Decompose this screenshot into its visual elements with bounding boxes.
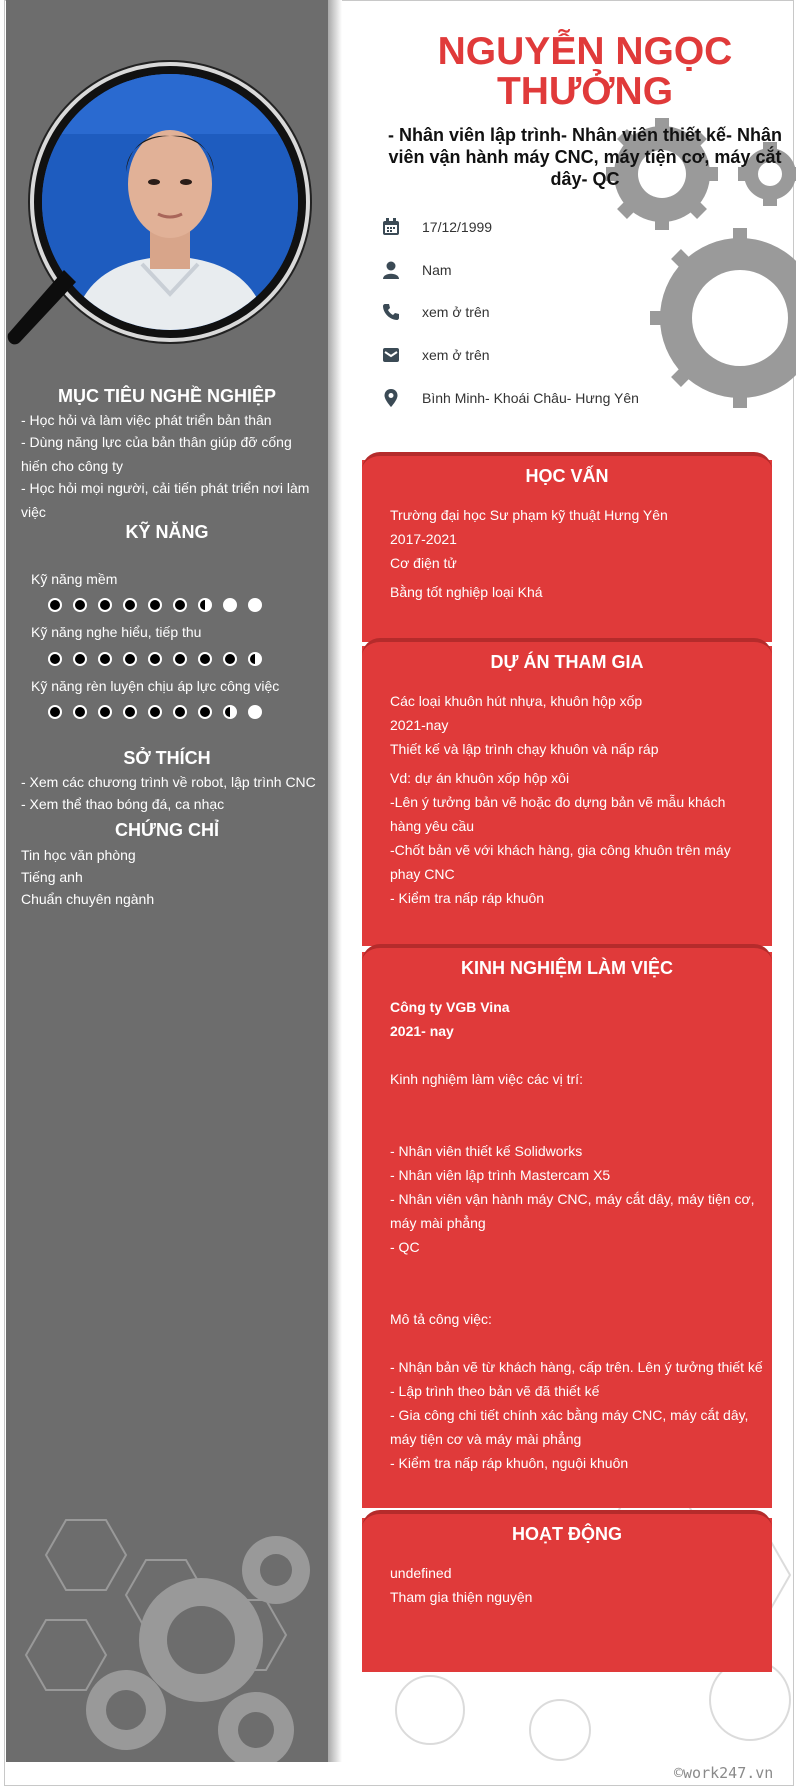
experience-intro: Kinh nghiệm làm việc các vị trí: <box>390 1071 583 1087</box>
full-name: NGUYỄN NGỌC THƯỞNG <box>437 30 733 113</box>
address-row <box>380 386 639 410</box>
user-icon <box>380 259 402 281</box>
rating-dot <box>123 705 137 719</box>
rating-dot <box>123 598 137 612</box>
rating-dot <box>48 705 62 719</box>
project-line: - Kiểm tra nấp ráp khuôn <box>390 890 545 906</box>
map-pin-icon <box>380 387 402 409</box>
rating-dot <box>223 705 237 719</box>
skill-label: Kỹ năng nghe hiểu, tiếp thu <box>31 624 202 640</box>
skill-rating <box>48 598 262 612</box>
experience-section <box>362 952 772 1508</box>
birthday-value: 17/12/1999 <box>422 219 493 235</box>
cert-item: Tin học văn phòng <box>21 847 136 863</box>
skill-label: Kỹ năng mềm <box>31 571 118 587</box>
rating-dot <box>223 652 237 666</box>
cert-item: Tiếng anh <box>21 869 83 885</box>
birthday-row <box>380 215 493 239</box>
phone-row <box>380 300 490 324</box>
magnifier-handle-icon <box>6 270 76 350</box>
rating-dot <box>73 705 87 719</box>
rating-dot <box>198 705 212 719</box>
email-value: xem ở trên <box>422 347 490 363</box>
rating-dot <box>198 598 212 612</box>
certs-title: CHỨNG CHỈ <box>115 820 219 840</box>
projects-section <box>362 646 772 946</box>
company-name: Công ty VGB Vina <box>390 999 510 1015</box>
rating-dot <box>248 652 262 666</box>
project-line: Thiết kế và lập trình chạy khuôn và nấp ráp <box>390 741 659 757</box>
task-item: - Nhận bản vẽ từ khách hàng, cấp trên. Lên ý tưởng thiết kế <box>390 1359 763 1375</box>
rating-dot <box>98 652 112 666</box>
activity-line: Tham gia thiện nguyện <box>390 1589 533 1605</box>
skills-title: KỸ NĂNG <box>125 522 209 542</box>
position-item: - Nhân viên vận hành máy CNC, máy cắt dây, máy tiện cơ, máy mài phẳng <box>390 1191 755 1231</box>
hobbies-title: SỞ THÍCH <box>123 748 211 768</box>
objective-line: - Học hỏi và làm việc phát triển bản thân <box>21 412 272 428</box>
rating-dot <box>98 705 112 719</box>
rating-dot <box>48 652 62 666</box>
objective-line: - Dùng năng lực của bản thân giúp đỡ cống hiến cho công ty <box>21 434 292 474</box>
rating-dot <box>173 598 187 612</box>
skill-rating <box>48 705 262 719</box>
position-item: - QC <box>390 1239 420 1255</box>
skill-label: Kỹ năng rèn luyện chịu áp lực công việc <box>31 678 280 694</box>
project-line: 2021-nay <box>390 717 449 733</box>
activities-section <box>362 1518 772 1672</box>
rating-dot <box>248 598 262 612</box>
education-line: 2017-2021 <box>390 531 457 547</box>
phone-value: xem ở trên <box>422 304 490 320</box>
work-period: 2021- nay <box>390 1023 454 1039</box>
task-item: - Lập trình theo bản vẽ đã thiết kế <box>390 1383 600 1399</box>
task-item: - Kiểm tra nấp ráp khuôn, nguội khuôn <box>390 1455 629 1471</box>
activities-title: HOẠT ĐỘNG <box>512 1524 622 1544</box>
watermark: ©work247.vn <box>674 1764 774 1782</box>
objective-line: - Học hỏi mọi người, cải tiến phát triển nơi làm việc <box>21 480 310 520</box>
skill-rating <box>48 652 262 666</box>
education-section <box>362 460 772 642</box>
activity-line: undefined <box>390 1565 452 1581</box>
rating-dot <box>148 652 162 666</box>
gears-decoration-icon <box>6 1500 328 1762</box>
rating-dot <box>198 652 212 666</box>
education-line: Cơ điện tử <box>390 555 457 571</box>
avatar-photo <box>42 74 298 330</box>
rating-dot <box>98 598 112 612</box>
rating-dot <box>73 652 87 666</box>
rating-dot <box>173 705 187 719</box>
rating-dot <box>173 652 187 666</box>
cert-item: Chuẩn chuyên ngành <box>21 891 155 907</box>
rating-dot <box>48 598 62 612</box>
envelope-icon <box>380 344 402 366</box>
education-line: Bằng tốt nghiệp loại Khá <box>390 584 543 600</box>
education-line: Trường đại học Sư phạm kỹ thuật Hưng Yên <box>390 507 668 523</box>
rating-dot <box>123 652 137 666</box>
calendar-icon <box>380 216 402 238</box>
sidebar <box>6 0 328 1762</box>
rating-dot <box>248 705 262 719</box>
job-position: - Nhân viên lập trình- Nhân viên thiết kế- Nhân viên vận hành máy CNC, máy tiện cơ, máy cắt dây- QC <box>387 125 783 189</box>
rating-dot <box>148 598 162 612</box>
person-photo-icon <box>42 74 298 330</box>
project-line: Các loại khuôn hút nhựa, khuôn hộp xốp <box>390 693 643 709</box>
project-line: -Lên ý tưởng bản vẽ hoặc đo dựng bản vẽ mẫu khách hàng yêu cầu <box>390 794 726 834</box>
rating-dot <box>73 598 87 612</box>
gender-row <box>380 258 452 282</box>
hobby-item: - Xem thể thao bóng đá, ca nhạc <box>21 796 225 812</box>
position-item: - Nhân viên lập trình Mastercam X5 <box>390 1167 611 1183</box>
rating-dot <box>223 598 237 612</box>
rating-dot <box>148 705 162 719</box>
education-title: HỌC VẤN <box>525 466 609 486</box>
project-line: Vd: dự án khuôn xốp hộp xôi <box>390 770 570 786</box>
gender-value: Nam <box>422 262 452 278</box>
position-item: - Nhân viên thiết kế Solidworks <box>390 1143 583 1159</box>
email-row <box>380 343 490 367</box>
task-title: Mô tả công việc: <box>390 1311 492 1327</box>
hobby-item: - Xem các chương trình về robot, lập trình CNC <box>21 774 316 790</box>
projects-title: DỰ ÁN THAM GIA <box>490 652 644 672</box>
experience-title: KINH NGHIỆM LÀM VIỆC <box>460 958 673 978</box>
task-item: - Gia công chi tiết chính xác bằng máy CNC, máy cắt dây, máy tiện cơ và máy mài phẳng <box>390 1407 749 1447</box>
objective-title: MỤC TIÊU NGHỀ NGHIỆP <box>57 386 276 406</box>
address-value: Bình Minh- Khoái Châu- Hưng Yên <box>422 390 639 406</box>
project-line: -Chốt bản vẽ với khách hàng, gia công khuôn trên máy phay CNC <box>390 842 731 882</box>
phone-icon <box>380 301 402 323</box>
